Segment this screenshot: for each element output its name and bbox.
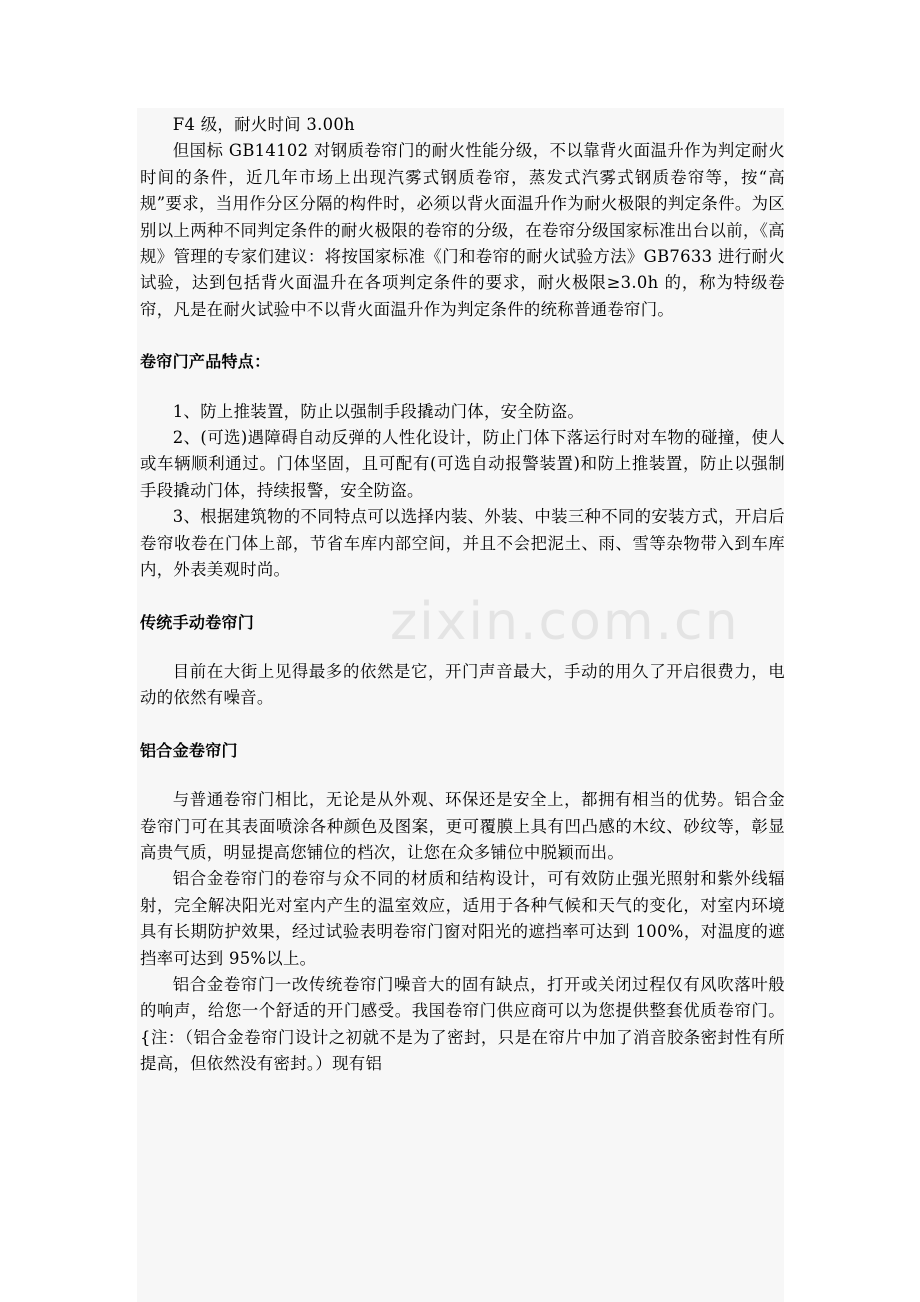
paragraph-standard: 但国标 GB14102 对钢质卷帘门的耐火性能分级，不以靠背火面温升作为判定耐火时间的条件，近几年市场上出现汽雾式钢质卷帘，蒸发式汽雾式钢质卷帘等，按“高规”要求，当用作分区分隔的构件时，必须以背火面温升作为耐火极限的判定条件。为区别以上两种不同判定条件的耐火极限的卷帘的分级，在卷帘分级国家标准出台以前，《高规》管理的专家们建议：将按国家标准《门和卷帘的耐火试验方法》GB7633 进行耐火试验，达到包括背火面温升在各项判定条件的要求，耐火极限≥3.0h 的，称为特级卷帘，凡是在耐火试验中不以背火面温升作为判定条件的统称普通卷帘门。 [140, 141, 785, 319]
list-item: 1、防上推装置，防止以强制手段撬动门体，安全防盗。 [172, 401, 585, 421]
heading-aluminum-shutter: 铝合金卷帘门 [140, 740, 238, 760]
paragraph-manual-shutter: 目前在大街上见得最多的依然是它，开门声音最大，手动的用久了开启很费力，电动的依然有噪音。 [140, 661, 785, 708]
document-body [140, 112, 785, 1078]
paragraph-aluminum-1: 与普通卷帘门相比，无论是从外观、环保还是安全上，都拥有相当的优势。铝合金卷帘门可在其表面喷涂各种颜色及图案，更可覆膜上具有凹凸感的木纹、砂纹等，彰显高贵气质，明显提高您铺位的档次，让您在众多铺位中脱颖而出。 [140, 790, 785, 862]
heading-manual-shutter: 传统手动卷帘门 [140, 612, 255, 632]
list-item: 2、(可选)遇障碍自动反弹的人性化设计，防止门体下落运行时对车物的碰撞，使人或车辆顺利通过。门体坚固，且可配有(可选自动报警装置)和防上推装置，防止以强制手段撬动门体，持续报警，安全防盗。 [140, 428, 785, 500]
paragraph-fire-rating: F4 级，耐火时间 3.00h [172, 115, 355, 134]
paragraph-aluminum-3: 铝合金卷帘门一改传统卷帘门噪音大的固有缺点，打开或关闭过程仅有风吹落叶般的响声，给您一个舒适的开门感受。我国卷帘门供应商可以为您提供整套优质卷帘门。{注：（铝合金卷帘门设计之初就不是为了密封，只是在帘片中加了消音胶条密封性有所提高，但依然没有密封。）现有铝 [140, 974, 785, 1074]
paragraph-aluminum-2: 铝合金卷帘门的卷帘与众不同的材质和结构设计，可有效防止强光照射和紫外线辐射，完全解决阳光对室内产生的温室效应，适用于各种气候和天气的变化，对室内环境具有长期防护效果，经过试验表明卷帘门窗对阳光的遮挡率可达到 100%，对温度的遮挡率可达到 95%以上。 [140, 869, 785, 968]
watermark: zixin.com.cn [390, 592, 740, 652]
heading-product-features: 卷帘门产品特点： [140, 352, 271, 372]
list-item: 3、根据建筑物的不同特点可以选择内装、外装、中装三种不同的安装方式，开启后卷帘收卷在门体上部，节省车库内部空间，并且不会把泥土、雨、雪等杂物带入到车库内，外表美观时尚。 [140, 507, 785, 580]
